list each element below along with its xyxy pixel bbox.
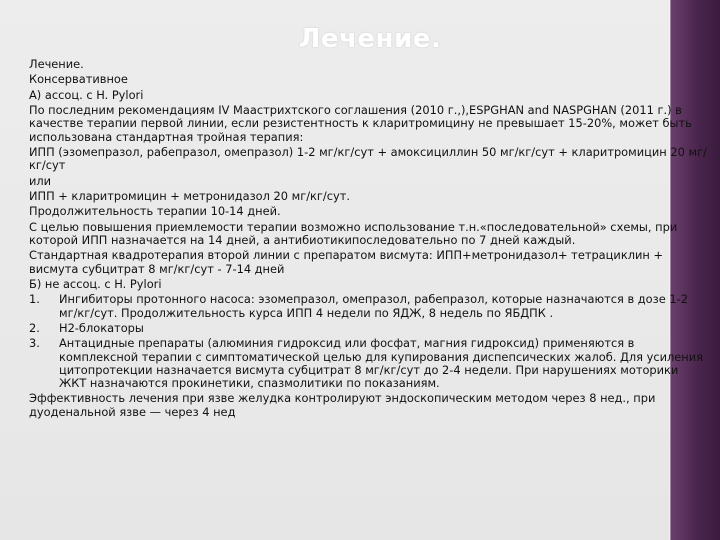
text-line: Лечение. xyxy=(29,57,84,71)
list-item xyxy=(29,293,707,319)
slide-content xyxy=(29,58,707,421)
list-item xyxy=(29,322,707,335)
text-line: или xyxy=(29,173,52,188)
text-paragraph: ИПП (эзомепразол, рабепразол, омепразол) 1-2 мг/кг/сут + амоксициллин 50 мг/кг/сут + кларитромицин 20 мг/кг/сут xyxy=(29,144,707,173)
text-line: А) ассоц. с H. Pylori xyxy=(29,87,144,102)
list-number: 1. xyxy=(29,292,40,307)
text-line: Продолжительность терапии 10-14 дней. xyxy=(29,204,281,219)
list-text: Антацидные препараты (алюминия гидроксид или фосфат, магния гидроксид) применяются в комплексной терапии с симптоматической целью для купирования диспепсических жалоб. Для усиления цитопротекции назначается висмута субцитрат 8 мг/кг/сут до 2-4 недели. При нарушениях моторики ЖКТ назначаются прокинетики, спазмолитики по показаниям. xyxy=(59,336,704,390)
list-number: 2. xyxy=(29,320,40,335)
slide-title: Лечение. xyxy=(298,24,442,54)
text-line: Б) не ассоц. с H. Pylori xyxy=(29,276,162,291)
text-line: Консервативное xyxy=(29,72,128,87)
text-paragraph: Стандартная квадротерапия второй линии с препаратом висмута: ИПП+метронидазол+ тетрациклин + висмута субцитрат 8 мг/кг/сут - 7-14 дней xyxy=(29,248,663,276)
text-paragraph: Эффективность лечения при язве желудка контролируют эндоскопическим методом через 8 нед., при дуоденальной язве — через 4 нед xyxy=(29,391,656,419)
list-item xyxy=(29,337,707,390)
text-paragraph: С целью повышения приемлемости терапии возможно использование т.н.«последовательной» схемы, при которой ИПП назначается на 14 дней, а антибиотикипоследовательно по 7 дней каждый. xyxy=(29,219,678,247)
list-text: Ингибиторы протонного насоса: эзомепразол, омепразол, рабепразол, которые назначаются в дозе 1-2 мг/кг/сут. Продолжительность курса ИПП 4 недели по ЯДЖ, 8 недель по ЯБДПК . xyxy=(59,292,688,320)
text-paragraph: По последним рекомендациям IV Маастрихтского соглашения (2010 г.,),ESPGHAN and NASPGHAN (2011 г.) в качестве терапии первой линии, если резистентность к кларитромицину не превышает 15-20%, может быть использована стандартная тройная терапия: xyxy=(29,103,692,144)
list-text: Н2-блокаторы xyxy=(59,320,144,335)
text-line: ИПП + кларитромицин + метронидазол 20 мг/кг/сут. xyxy=(29,188,350,203)
list-number: 3. xyxy=(29,336,40,351)
